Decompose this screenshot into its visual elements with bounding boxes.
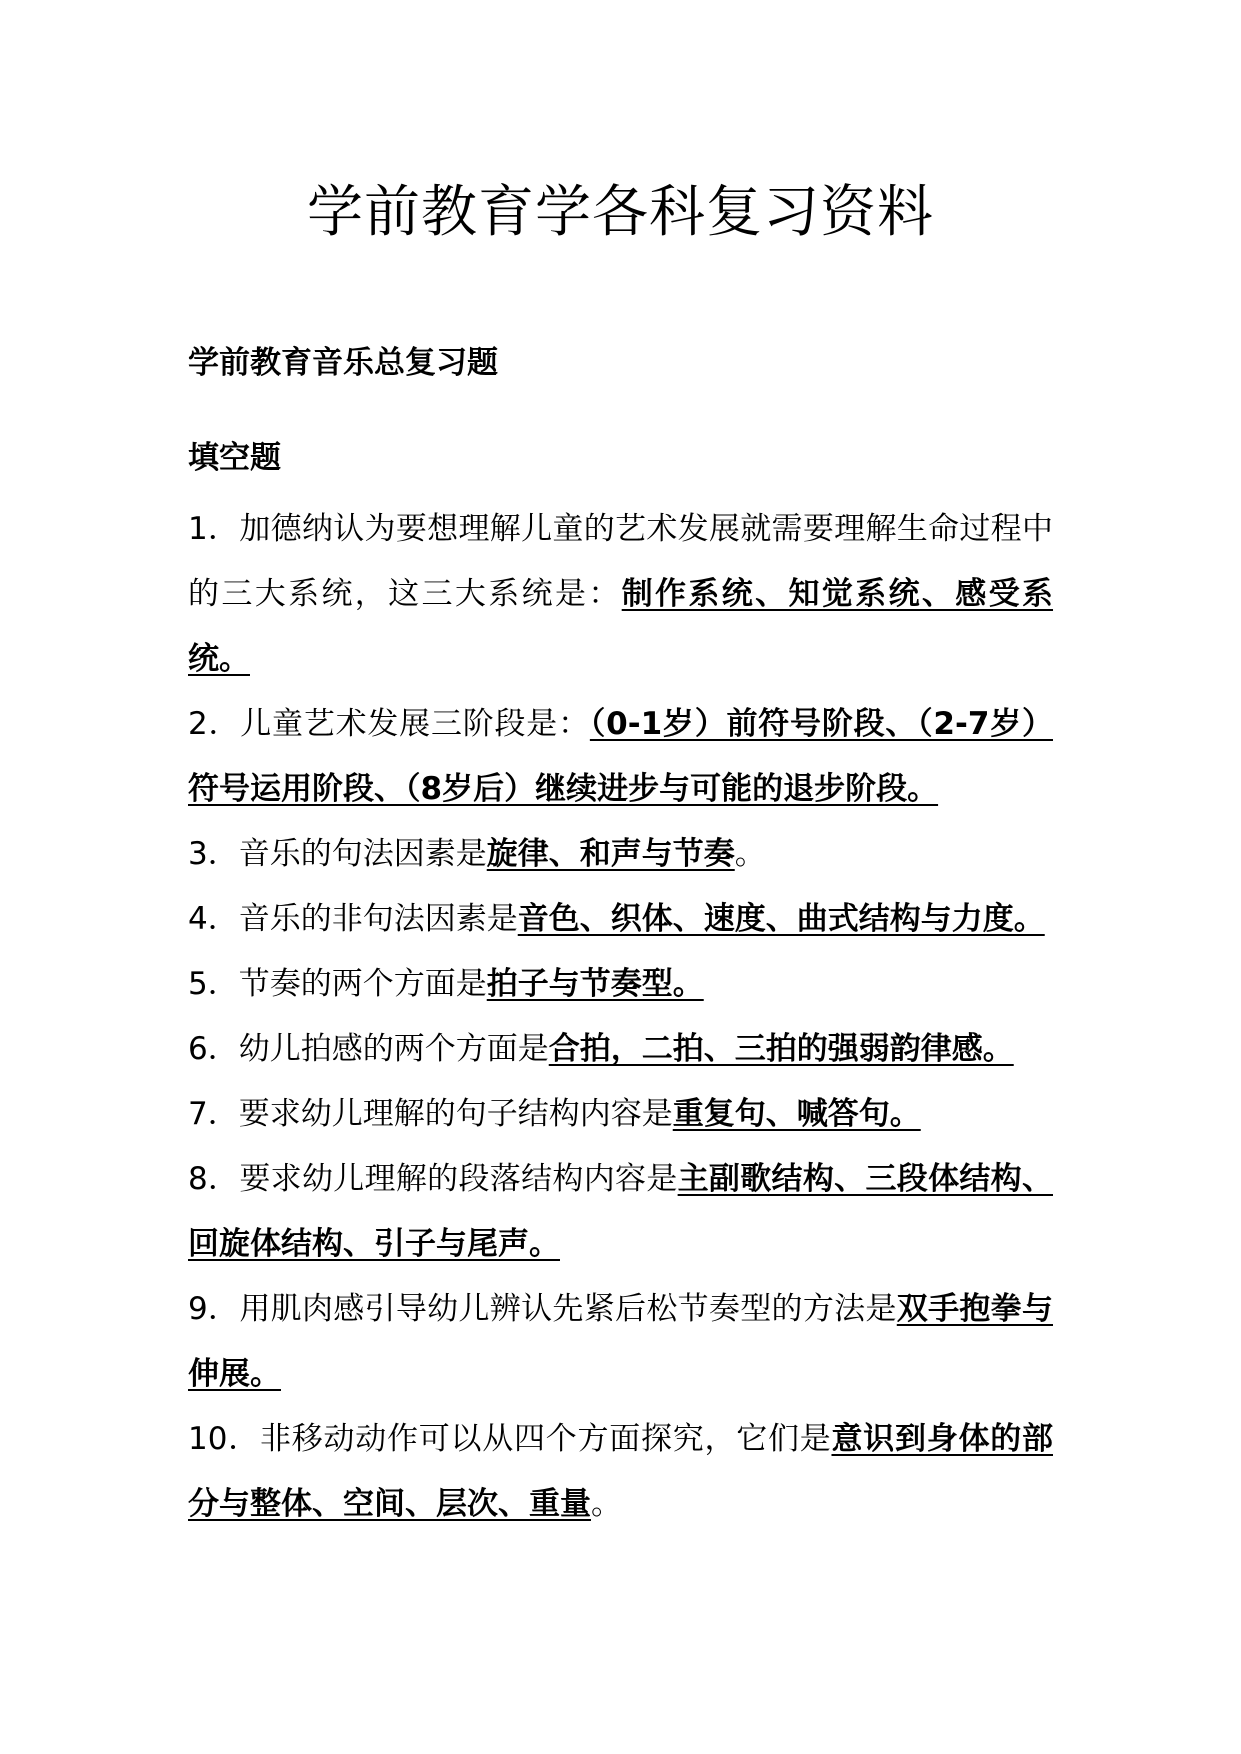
document-subtitle: 学前教育音乐总复习题: [188, 345, 498, 381]
question-text: 5．节奏的两个方面是: [188, 966, 487, 1002]
question-text: 8．要求幼儿理解的段落结构内容是: [188, 1161, 678, 1197]
question-item: [188, 1277, 1053, 1407]
question-answer: 重复句、喊答句。: [672, 1096, 921, 1132]
question-item: [188, 497, 1053, 692]
question-answer: 意识到身体的部分与整体、空间、层次、重量: [188, 1421, 1053, 1522]
question-item: [188, 1147, 1053, 1277]
question-item: [188, 887, 1053, 952]
question-suffix: 。: [591, 1486, 622, 1522]
question-answer: 制作系统、知觉系统、感受系统。: [188, 576, 1054, 677]
question-text: 7．要求幼儿理解的句子结构内容是: [188, 1096, 673, 1132]
question-answer: 双手抱拳与伸展。: [188, 1291, 1053, 1392]
section-heading: 填空题: [188, 440, 281, 476]
question-item: [188, 1017, 1053, 1082]
question-answer: 旋律、和声与节奏: [486, 836, 735, 872]
question-text: 4．音乐的非句法因素是: [188, 901, 518, 937]
question-item: [188, 1082, 1053, 1147]
question-text: 6．幼儿拍感的两个方面是: [188, 1031, 549, 1067]
question-text: 1．加德纳认为要想理解儿童的艺术发展就需要理解生命过程中的三大系统，这三大系统是：: [188, 511, 1053, 612]
question-text: 2．儿童艺术发展三阶段是：: [188, 706, 590, 742]
question-text: 9．用肌肉感引导幼儿辨认先紧后松节奏型的方法是: [188, 1291, 897, 1327]
question-item: [188, 1407, 1053, 1537]
question-item: [188, 692, 1053, 822]
question-answer: 主副歌结构、三段体结构、回旋体结构、引子与尾声。: [188, 1161, 1053, 1262]
question-item: [188, 822, 1053, 887]
question-answer: （0-1岁）前符号阶段、（2-7岁）符号运用阶段、（8岁后）继续进步与可能的退步阶段。: [188, 706, 1053, 807]
question-answer: 合拍，二拍、三拍的强弱韵律感。: [548, 1031, 1014, 1067]
question-list: [188, 497, 1053, 1537]
question-text: 3．音乐的句法因素是: [188, 836, 487, 872]
question-suffix: 。: [734, 836, 766, 872]
question-answer: 拍子与节奏型。: [486, 966, 704, 1002]
question-answer: 音色、织体、速度、曲式结构与力度。: [517, 901, 1045, 937]
question-item: [188, 952, 1053, 1017]
document-title: 学前教育学各科复习资料: [307, 180, 934, 245]
question-text: 10．非移动动作可以从四个方面探究，它们是: [188, 1421, 832, 1457]
